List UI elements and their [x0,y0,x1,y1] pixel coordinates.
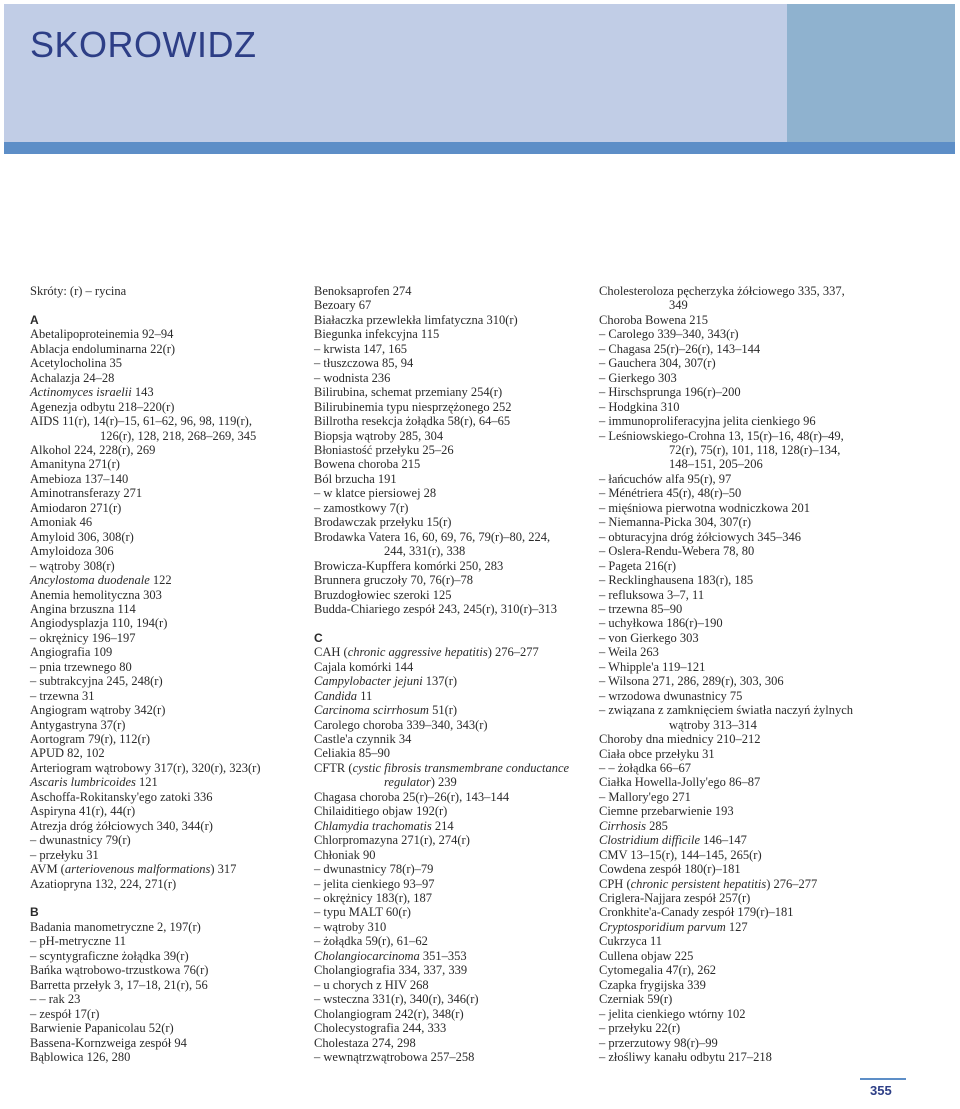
index-entry: – immunoproliferacyjna jelita cienkiego 96 [599,414,816,429]
index-entry: Brunnera gruczoły 70, 76(r)–78 [314,573,473,588]
index-entry: – tłuszczowa 85, 94 [314,356,414,371]
section-gap [30,298,295,312]
index-entry: Bruzdogłowiec szeroki 125 [314,587,452,602]
index-entry: Antygastryna 37(r) [30,717,126,732]
index-entry: Cajala komórki 144 [314,659,414,674]
index-entry: Amebioza 137–140 [30,471,129,486]
section-gap [30,891,295,905]
section-letter: B [30,905,39,920]
index-entry: Castle'a czynnik 34 [314,732,412,747]
index-entry: – mięśniowa pierwotna wodniczkowa 201 [599,500,811,515]
index-entry: Angina brzuszna 114 [30,601,136,616]
index-entry: Clostridium difficile 146–147 [599,833,747,848]
index-entry: Abetalipoproteinemia 92–94 [30,327,174,342]
index-entry: Cytomegalia 47(r), 262 [599,963,716,978]
index-entry: – typu MALT 60(r) [314,905,411,920]
index-entry: – złośliwy kanału odbytu 217–218 [599,1050,772,1065]
index-entry: Ciałka Howella-Jolly'ego 86–87 [599,775,761,790]
index-entry: – Hirschsprunga 196(r)–200 [599,385,741,400]
index-entry: – dwunastnicy 79(r) [30,833,131,848]
index-entry: Angiogram wątroby 342(r) [30,703,166,718]
index-column-1 [30,284,295,1064]
index-entry: Alkohol 224, 228(r), 269 [30,442,156,457]
index-entry: Carolego choroba 339–340, 343(r) [314,717,488,732]
index-entry: Benoksaprofen 274 [314,284,412,298]
index-entry: – von Gierkego 303 [599,630,699,645]
index-entry: Brodawka Vatera 16, 60, 69, 76, 79(r)–80, 224, [314,529,551,544]
index-entry: Bowena choroba 215 [314,457,421,472]
index-entry: – Niemanna-Picka 304, 307(r) [599,515,752,530]
index-entry: – Mallory'ego 271 [599,789,691,804]
page-number-box [860,1078,906,1104]
index-entry: Agenezja odbytu 218–220(r) [30,399,175,414]
index-entry: Ciemne przebarwienie 193 [599,804,734,819]
index-entry: Bezoary 67 [314,298,372,313]
index-entry: Bańka wątrobowo-trzustkowa 76(r) [30,963,209,978]
index-entry: – wątroby 308(r) [30,558,115,573]
index-entry: Skróty: (r) – rycina [30,284,127,298]
index-entry: Czerniak 59(r) [599,992,673,1007]
index-entry: – trzewna 85–90 [599,601,683,616]
index-entry: – scyntygraficzne żołądka 39(r) [30,948,189,963]
index-entry: – wodnista 236 [314,370,391,385]
index-entry: Cullena objaw 225 [599,948,694,963]
index-entry: Bąblowica 126, 280 [30,1049,131,1064]
index-entry: Aspiryna 41(r), 44(r) [30,804,136,819]
index-entry: Ból brzucha 191 [314,471,397,486]
page-number: 355 [870,1083,892,1098]
index-entry: Cholesteroloza pęcherzyka żółciowego 335, 337, [599,284,845,298]
index-entry: Białaczka przewlekła limfatyczna 310(r) [314,312,518,327]
header-banner [4,4,955,154]
index-entry: Chlorpromazyna 271(r), 274(r) [314,833,470,848]
index-entry: – wewnątrzwątrobowa 257–258 [314,1050,475,1064]
section-letter: C [314,630,323,645]
index-entry: Bilirubina, schemat przemiany 254(r) [314,385,503,400]
index-entry: CPH (chronic persistent hepatitis) 276–277 [599,876,818,891]
index-entry: Choroby dna miednicy 210–212 [599,732,761,747]
index-entry: – pH-metryczne 11 [30,934,127,949]
index-entry: – Ménétriera 45(r), 48(r)–50 [599,486,742,501]
index-entry: Campylobacter jejuni 137(r) [314,674,458,689]
index-entry: – Gierkego 303 [599,370,677,385]
index-entry: 349 [669,298,688,313]
index-entry: APUD 82, 102 [30,746,105,761]
index-entry: – Leśniowskiego-Crohna 13, 15(r)–16, 48(r)–49, [599,428,844,443]
index-entry: Actinomyces israelii 143 [30,385,154,400]
index-entry: Azatiopryna 132, 224, 271(r) [30,876,177,891]
index-entry: – pnia trzewnego 80 [30,659,132,674]
index-entry: – jelita cienkiego 93–97 [314,876,435,891]
index-entry: Amyloidoza 306 [30,544,114,559]
index-entry: – wsteczna 331(r), 340(r), 346(r) [314,992,479,1007]
index-entry: Cholestaza 274, 298 [314,1035,416,1050]
index-entry: Achalazja 24–28 [30,370,115,385]
index-entry: Atrezja dróg żółciowych 340, 344(r) [30,818,213,833]
index-entry: – okrężnicy 196–197 [30,630,136,645]
index-entry: AVM (arteriovenous malformations) 317 [30,862,237,877]
index-entry: – Oslera-Rendu-Webera 78, 80 [599,544,755,559]
header-accent-bar [4,142,955,154]
index-entry: – Hodgkina 310 [599,399,680,414]
index-entry: Aortogram 79(r), 112(r) [30,732,150,747]
index-entry: Cowdena zespół 180(r)–181 [599,862,741,877]
index-entry: Cirrhosis 285 [599,818,668,833]
index-entry: – u chorych z HIV 268 [314,977,429,992]
index-entry: 72(r), 75(r), 101, 118, 128(r)–134, [669,442,841,457]
index-entry: Biegunka infekcyjna 115 [314,327,440,342]
index-entry: Angiodysplazja 110, 194(r) [30,616,168,631]
index-entry: Cukrzyca 11 [599,934,663,949]
index-entry: Amiodaron 271(r) [30,500,122,515]
index-entry: Ablacja endoluminarna 22(r) [30,341,176,356]
index-entry: Błoniastość przełyku 25–26 [314,442,454,457]
index-entry: Budda-Chiariego zespół 243, 245(r), 310(r)–313 [314,601,557,616]
index-entry: – jelita cienkiego wtórny 102 [599,1006,746,1021]
index-entry: Cryptosporidium parvum 127 [599,919,748,934]
index-entry: Cronkhite'a-Canady zespół 179(r)–181 [599,905,794,920]
index-entry: Angiografia 109 [30,645,113,660]
section-gap [314,616,582,630]
index-entry: Bilirubinemia typu niesprzężonego 252 [314,399,512,414]
index-entry: Celiakia 85–90 [314,746,391,761]
section-letter: A [30,312,39,327]
index-entry: CMV 13–15(r), 144–145, 265(r) [599,847,762,862]
index-entry: regulator) 239 [384,775,457,790]
index-entry: Amyloid 306, 308(r) [30,529,134,544]
index-entry: Cholangiografia 334, 337, 339 [314,963,468,978]
index-entry: Candida 11 [314,688,373,703]
index-entry: Chagasa choroba 25(r)–26(r), 143–144 [314,789,510,804]
index-entry: CAH (chronic aggressive hepatitis) 276–277 [314,645,539,660]
index-entry: – zespół 17(r) [30,1006,100,1021]
index-entry: – Gauchera 304, 307(r) [599,356,716,371]
index-entry: Criglera-Najjara zespół 257(r) [599,891,751,906]
page-title: SKOROWIDZ [30,24,257,65]
index-entry: – okrężnicy 183(r), 187 [314,891,433,906]
index-entry: Carcinoma scirrhosum 51(r) [314,703,458,718]
index-entry: – trzewna 31 [30,688,95,703]
index-entry: – wątroby 310 [314,919,387,934]
index-entry: AIDS 11(r), 14(r)–15, 61–62, 96, 98, 119(r), [30,414,252,429]
index-entry: 148–151, 205–206 [669,457,763,472]
index-entry: Browicza-Kupffera komórki 250, 283 [314,558,504,573]
index-entry: Barretta przełyk 3, 17–18, 21(r), 56 [30,977,208,992]
index-entry: – wrzodowa dwunastnicy 75 [599,688,743,703]
index-entry: – przełyku 31 [30,847,99,862]
index-entry: – dwunastnicy 78(r)–79 [314,862,434,877]
index-entry: Aminotransferazy 271 [30,486,143,501]
index-entry: – przerzutowy 98(r)–99 [599,1035,718,1050]
index-entry: 126(r), 128, 218, 268–269, 345 [100,428,257,443]
index-column-2 [314,284,582,1064]
index-entry: – Recklinghausena 183(r), 185 [599,573,754,588]
index-entry: Ancylostoma duodenale 122 [30,573,172,588]
index-entry: – uchyłkowa 186(r)–190 [599,616,723,631]
index-entry: Brodawczak przełyku 15(r) [314,515,452,530]
index-entry: – przełyku 22(r) [599,1021,681,1036]
index-entry: – zamostkowy 7(r) [314,500,409,515]
index-entry: – żołądka 59(r), 61–62 [314,934,428,949]
index-entry: – łańcuchów alfa 95(r), 97 [599,471,732,486]
index-entry: Barwienie Papanicolau 52(r) [30,1021,174,1036]
index-entry: wątroby 313–314 [669,717,757,732]
index-entry: – Chagasa 25(r)–26(r), 143–144 [599,341,761,356]
index-entry: – w klatce piersiowej 28 [314,486,437,501]
index-entry: Amanityna 271(r) [30,457,120,472]
index-entry: Amoniak 46 [30,515,93,530]
index-entry: – krwista 147, 165 [314,341,408,356]
index-entry: Cholangiogram 242(r), 348(r) [314,1006,464,1021]
index-entry: Chłoniak 90 [314,847,376,862]
index-entry: Chilaiditiego objaw 192(r) [314,804,448,819]
index-entry: Arteriogram wątrobowy 317(r), 320(r), 323(r) [30,760,261,775]
index-entry: 244, 331(r), 338 [384,544,466,559]
index-entry: – obturacyjna dróg żółciowych 345–346 [599,529,802,544]
index-entry: – Weila 263 [599,645,659,660]
index-entry: Cholecystografia 244, 333 [314,1021,447,1036]
index-entry: – Pageta 216(r) [599,558,677,573]
header-accent-block [787,4,955,154]
index-entry: – związana z zamknięciem światła naczyń żylnych [599,703,854,718]
index-entry: Bassena-Kornzweiga zespół 94 [30,1035,187,1050]
index-entry: Billrotha resekcja żołądka 58(r), 64–65 [314,414,511,429]
index-entry: Czapka frygijska 339 [599,977,706,992]
index-entry: Aschoffa-Rokitansky'ego zatoki 336 [30,789,213,804]
index-entry: CFTR (cystic fibrosis transmembrane conductance [314,760,570,775]
index-entry: Cholangiocarcinoma 351–353 [314,948,467,963]
index-entry: Anemia hemolityczna 303 [30,587,162,602]
index-entry: Badania manometryczne 2, 197(r) [30,919,201,934]
index-entry: – subtrakcyjna 245, 248(r) [30,674,163,689]
index-entry: – Carolego 339–340, 343(r) [599,327,739,342]
index-column-3 [599,284,854,1064]
index-entry: Ascaris lumbricoides 121 [30,775,158,790]
index-entry: – – żołądka 66–67 [599,760,691,775]
page-number-rule [860,1078,906,1080]
index-entry: Acetylocholina 35 [30,356,122,371]
index-entry: Ciała obce przełyku 31 [599,746,715,761]
index-entry: Biopsja wątroby 285, 304 [314,428,444,443]
index-entry: – – rak 23 [30,992,81,1007]
index-entry: Choroba Bowena 215 [599,312,709,327]
index-entry: – Wilsona 271, 286, 289(r), 303, 306 [599,674,784,689]
index-entry: – Whipple'a 119–121 [599,659,706,674]
index-entry: – refluksowa 3–7, 11 [599,587,705,602]
index-entry: Chlamydia trachomatis 214 [314,818,454,833]
